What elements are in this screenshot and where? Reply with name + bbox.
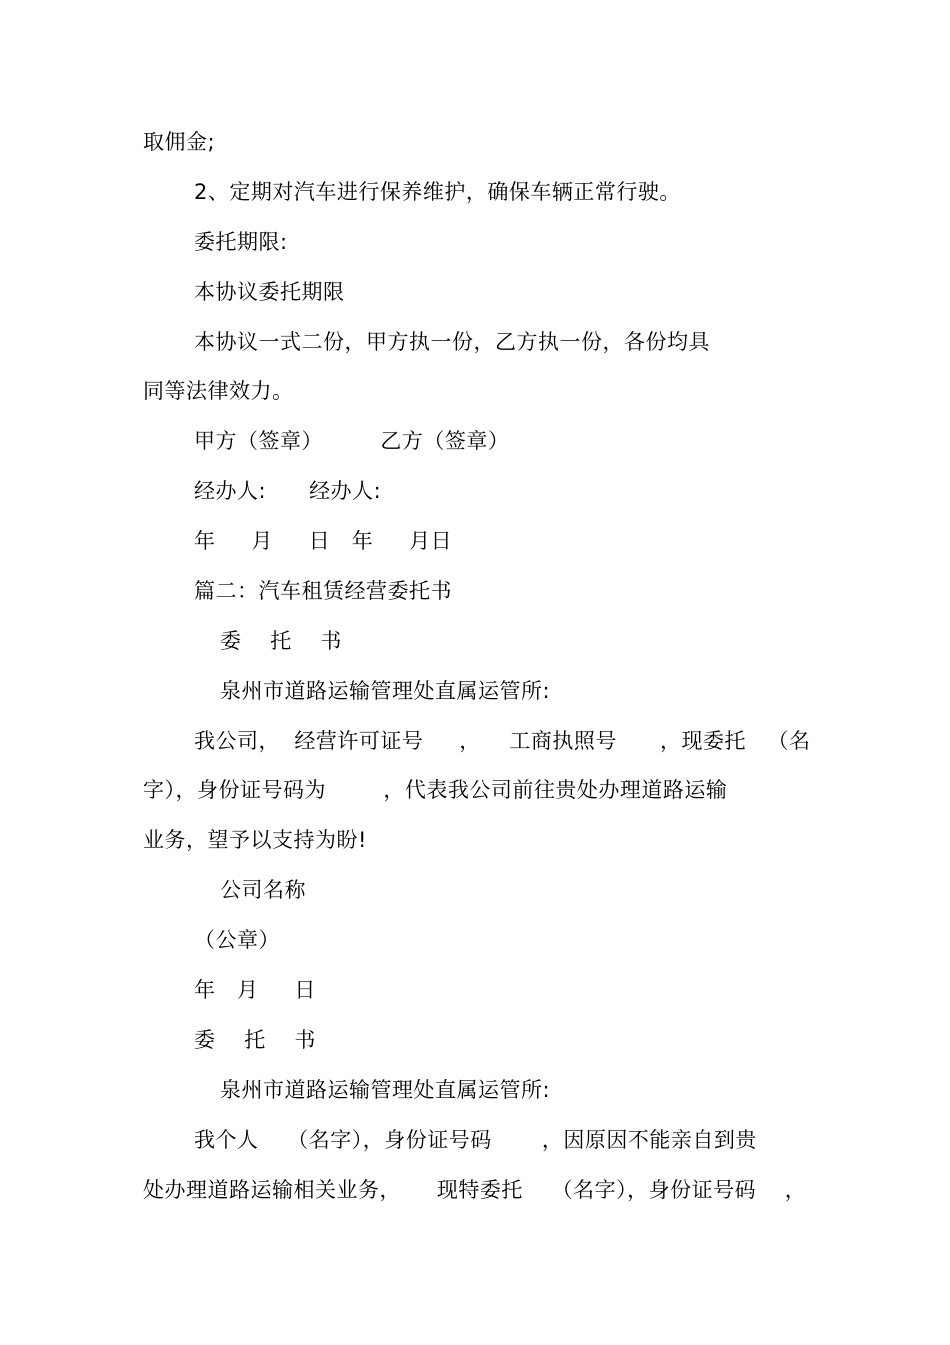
text-line: 本协议一式二份，甲方执一份，乙方执一份，各份均具 xyxy=(194,330,710,354)
text-line: 经办人: 经办人: xyxy=(194,479,382,503)
text-line: 我公司， 经营许可证号 ， 工商执照号 ，现委托 （名 xyxy=(194,729,811,753)
seal-line: （公章） xyxy=(194,928,280,952)
letter-title: 委 托 书 xyxy=(220,629,342,653)
recipient-line: 泉州市道路运输管理处直属运管所: xyxy=(220,679,551,703)
recipient-line: 泉州市道路运输管理处直属运管所: xyxy=(220,1078,551,1102)
company-name-line: 公司名称 xyxy=(220,878,306,902)
text-line: 字），身份证号码为 ，代表我公司前往贵处办理道路运输 xyxy=(143,778,728,802)
text-line: 同等法律效力。 xyxy=(143,379,294,403)
text-line: 2、定期对汽车进行保养维护，确保车辆正常行驶。 xyxy=(194,180,681,204)
text-line: 处办理道路运输相关业务， 现特委托 （名字），身份证号码 ， xyxy=(143,1178,807,1202)
text-line: 取佣金; xyxy=(143,130,216,154)
text-line: 甲方（签章） 乙方（签章） xyxy=(194,429,510,453)
text-line: 我个人 （名字），身份证号码 ，因原因不能亲自到贵 xyxy=(194,1128,757,1152)
text-line: 业务，望予以支持为盼! xyxy=(143,828,367,852)
letter-title: 委 托 书 xyxy=(194,1028,316,1052)
section-heading: 篇二：汽车租赁经营委托书 xyxy=(194,579,452,603)
text-line: 年 月 日 年 月日 xyxy=(194,529,453,553)
date-line: 年 月 日 xyxy=(194,978,316,1002)
text-line: 本协议委托期限 xyxy=(194,280,345,304)
text-line: 委托期限: xyxy=(194,230,288,254)
